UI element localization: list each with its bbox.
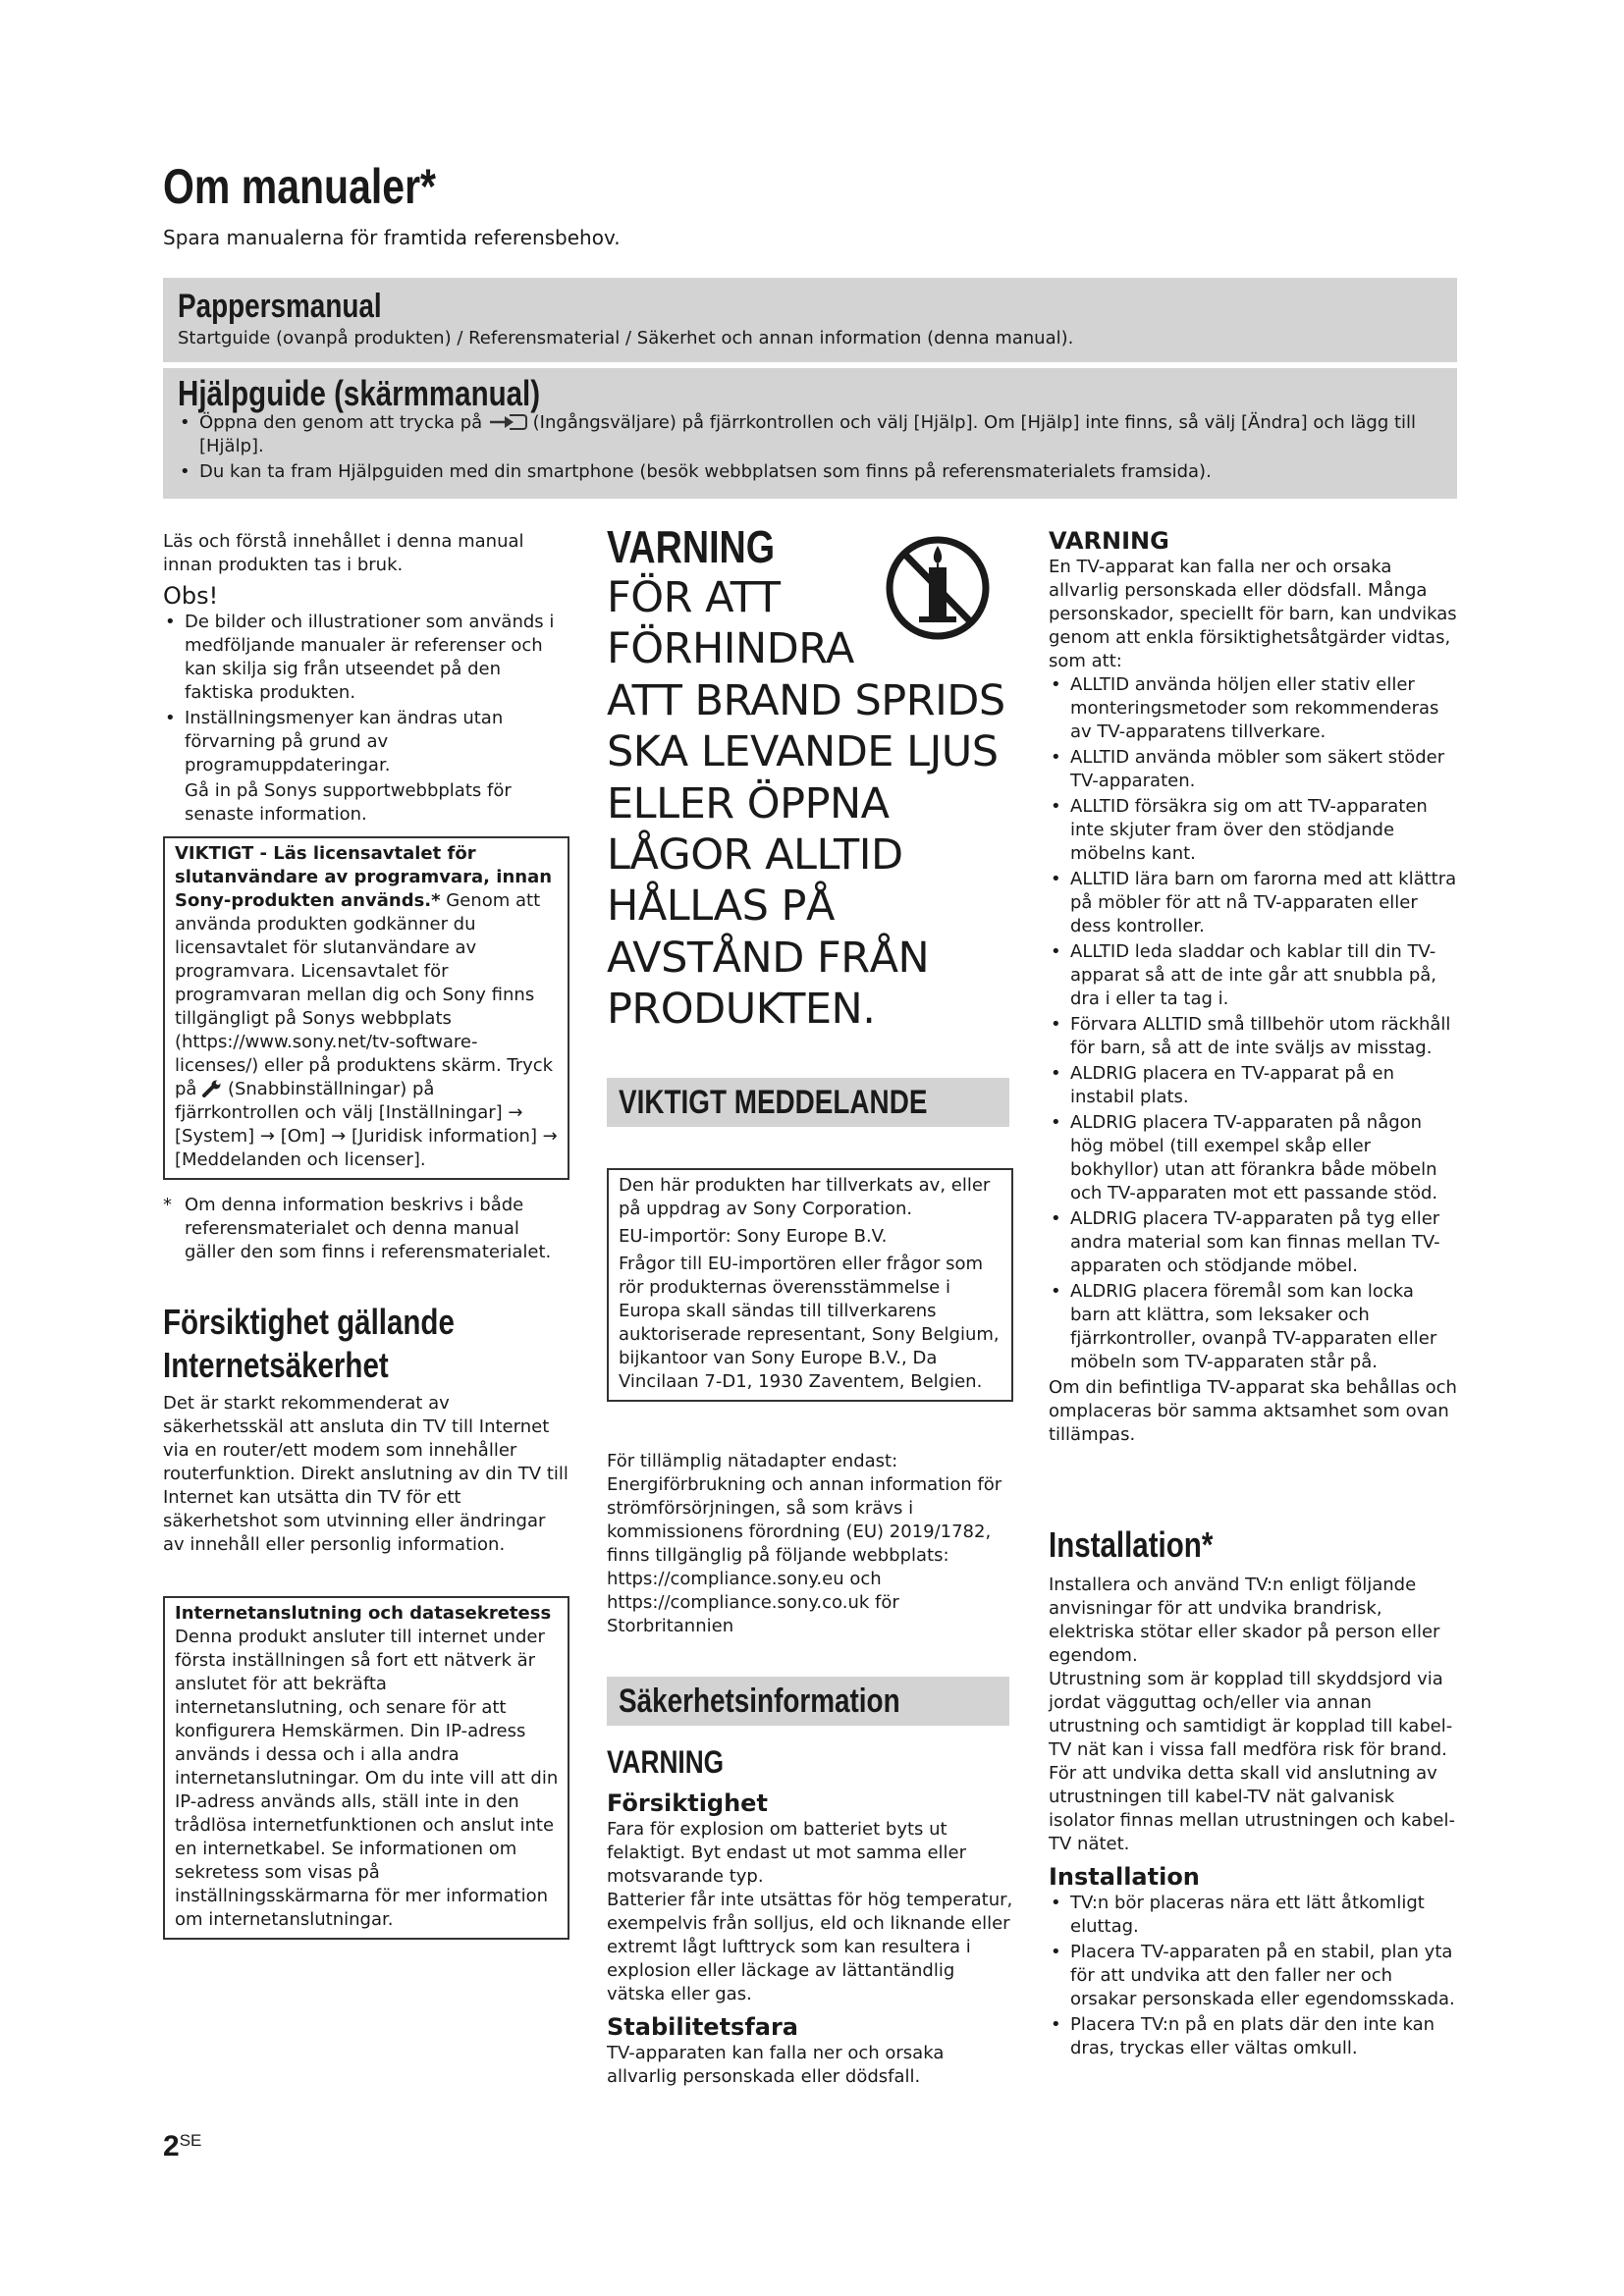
license-text-b: (Snabbinställningar) på fjärrkontrollen och välj [Inställningar] → [System] → [Om] → [Juridisk information] → [Meddelanden och licenser].	[175, 1079, 558, 1170]
list-item: • ALLTID använda möbler som säkert stöder TV-apparaten.	[1049, 746, 1459, 793]
installation-subheading: Installation	[1049, 1863, 1200, 1891]
installation-section	[1049, 1574, 1459, 2062]
privacy-box	[163, 1596, 569, 1940]
license-box	[163, 836, 569, 1180]
notice-box	[607, 1168, 1013, 1402]
adapter-text: För tillämplig nätadapter endast: Energiförbrukning och annan information för strömförsörjningen, så som krävs i kommissionens förordning (EU) 2019/1782, finns tillgänglig på följande webbplats: https://compliance.sony.eu och https://compliance.sony.co.uk för Storbritannien	[607, 1451, 1002, 1636]
paper-manual-text: Startguide (ovanpå produkten) / Referensmaterial / Säkerhet och annan information (denna manual).	[178, 328, 1074, 348]
safety-heading: Säkerhetsinformation	[619, 1682, 900, 1720]
license-heading: VIKTIGT - Läs licensavtalet för slutanvändare av programvara, innan Sony-produkten används.*	[175, 843, 553, 911]
notice-heading: VIKTIGT MEDDELANDE	[619, 1084, 928, 1121]
list-item: • ALDRIG placera föremål som kan locka barn att klättra, som leksaker och fjärrkontroller, ovanpå TV-apparaten eller möbeln som TV-apparaten står på.	[1049, 1280, 1459, 1374]
intro-text: Läs och förstå innehållet i denna manual innan produkten tas i bruk.	[163, 531, 524, 575]
fire-warning-text: FÖR ATT FÖRHINDRA ATT BRAND SPRIDS SKA LEVANDE LJUS ELLER ÖPPNA LÅGOR ALLTID HÅLLAS PÅ AVSTÅND FRÅN PRODUKTEN.	[607, 573, 1005, 1035]
fire-warning-heading: VARNING	[607, 521, 776, 572]
help-guide-section	[163, 368, 1457, 499]
obs-list	[163, 611, 569, 777]
tipping-warning-outro: Om din befintliga TV-apparat ska behållas och omplaceras bör samma aktsamhet som ovan tillämpas.	[1049, 1377, 1457, 1445]
caution-section	[607, 1789, 1013, 2089]
page-title: Om manualer*	[163, 159, 436, 214]
internet-safety-heading: Försiktighet gällande Internetsäkerhet	[163, 1302, 455, 1385]
notice-text-2: EU-importör: Sony Europe B.V.	[619, 1226, 888, 1247]
page-subtitle: Spara manualerna för framtida referensbehov.	[163, 226, 621, 249]
stability-heading: Stabilitetsfara	[607, 2013, 798, 2041]
right-column	[1049, 526, 1459, 1447]
notice-text-1: Den här produkten har tillverkats av, eller på uppdrag av Sony Corporation.	[619, 1175, 991, 1219]
page-number: 2SE	[163, 2130, 202, 2163]
list-item: • Placera TV-apparaten på en stabil, plan yta för att undvika att den faller ner och orsakar personskada eller egendomsskada.	[1049, 1941, 1459, 2011]
list-item: • ALLTID lära barn om farorna med att klättra på möbler för att nå TV-apparaten eller dess kontroller.	[1049, 868, 1459, 938]
caution-heading: Försiktighet	[607, 1789, 768, 1817]
list-item: • ALDRIG placera TV-apparaten på någon hög möbel (till exempel skåp eller bokhyllor) utan att förankra både möbeln och TV-apparaten mot ett passande stöd.	[1049, 1111, 1459, 1205]
list-item: • Placera TV:n på en plats där den inte kan dras, tryckas eller vältas omkull.	[1049, 2013, 1459, 2060]
tipping-warning-list	[1049, 673, 1459, 1374]
list-item: • Öppna den genom att trycka på (Ingångsväljare) på fjärrkontrollen och välj [Hjälp]. Om [Hjälp] inte finns, så välj [Ändra] och lägg till [Hjälp].	[178, 411, 1444, 458]
notice-text-3: Frågor till EU-importören eller frågor som rör produkternas överensstämmelse i Europa skall sändas till tillverkarens auktoriserade representant, Sony Belgium, bijkantoor van Sony Europe B.V., Da Vincilaan 7-D1, 1930 Zaventem, Belgien.	[619, 1254, 1000, 1392]
list-item: • Förvara ALLTID små tillbehör utom räckhåll för barn, så att de inte sväljs av misstag.	[1049, 1013, 1459, 1060]
wrench-icon	[202, 1080, 222, 1097]
safety-warning-heading: VARNING	[607, 1744, 725, 1780]
paper-manual-title: Pappersmanual	[178, 288, 382, 325]
list-item: • TV:n bör placeras nära ett lätt åtkomligt eluttag.	[1049, 1892, 1459, 1939]
list-item: • ALLTID leda sladdar och kablar till din TV-apparat så att de inte går att snubbla på, dra i eller ta tag i.	[1049, 940, 1459, 1011]
notice-heading-band	[607, 1078, 1009, 1127]
installation-text-1: Installera och använd TV:n enligt följande anvisningar för att undvika brandrisk, elektriska stötar eller skador på person eller egendom.	[1049, 1575, 1440, 1666]
list-item: • ALLTID använda höljen eller stativ eller monteringsmetoder som rekommenderas av TV-apparatens tillverkare.	[1049, 673, 1459, 744]
privacy-text: Denna produkt ansluter till internet under första inställningen så fort ett nätverk är anslutet för att bekräfta internetanslutning, och senare för att konfigurera Hemskärmen. Din IP-adress används i dessa och i alla andra internetanslutningar. Om du inte vill att din IP-adress används alls, ställ inte in den trådlösa internetfunktionen och anslut inte en internetkabel. Se informationen om sekretess som visas på inställningsskärmarna för mer information om internetanslutningar.	[175, 1627, 559, 1930]
help-guide-title: Hjälpguide (skärmmanual)	[178, 373, 541, 413]
list-item: • De bilder och illustrationer som används i medföljande manualer är referenser och kan skilja sig från utseendet på den faktiska produkten.	[163, 611, 569, 705]
installation-heading: Installation*	[1049, 1524, 1214, 1565]
license-text-a: Genom att använda produkten godkänner du licensavtalet för slutanvändare av programvara. Licensavtalet för programvaran mellan dig och Sony finns tillgängligt på Sonys webbplats (https://www.sony.net/tv-software-licenses/) eller på produktens skärm. Tryck på	[175, 890, 554, 1099]
stability-text: TV-apparaten kan falla ner och orsaka allvarlig personskada eller dödsfall.	[607, 2043, 945, 2087]
help-guide-list	[178, 411, 1444, 486]
privacy-heading: Internetanslutning och datasekretess	[175, 1603, 552, 1624]
footnote: * Om denna information beskrivs i både referensmaterialet och denna manual gäller den som finns i referensmaterialet.	[163, 1195, 552, 1262]
list-item: • ALLTID försäkra sig om att TV-apparaten inte skjuter fram över den stödjande möbelns kant.	[1049, 795, 1459, 866]
tipping-warning-intro: En TV-apparat kan falla ner och orsaka allvarlig personskada eller dödsfall. Många personskador, speciellt för barn, kan undvikas genom att enkla försiktighetsåtgärder vidtas, som att:	[1049, 557, 1457, 671]
installation-text-2: Utrustning som är kopplad till skyddsjord via jordat vägguttag och/eller via annan utrustning och samtidigt är kopplad till kabel-TV nät kan i vissa fall medföra risk för brand. För att undvika detta skall vid anslutning av utrustningen till kabel-TV nät galvanisk isolator finnas mellan utrustningen och kabel-TV nätet.	[1049, 1669, 1455, 1854]
internet-safety-text: Det är starkt rekommenderat av säkerhetsskäl att ansluta din TV till Internet via en router/ett modem som innehåller routerfunktion. Direkt anslutning av din TV till Internet kan utsätta din TV för ett säkerhetshot som utvinning eller ändringar av innehåll eller personlig information.	[163, 1393, 568, 1555]
obs-extra-text: Gå in på Sonys supportwebbplats för senaste information.	[185, 780, 512, 825]
caution-text-1: Fara för explosion om batteriet byts ut felaktigt. Byt endast ut mot samma eller motsvarande typ.	[607, 1819, 967, 1887]
obs-heading: Obs!	[163, 582, 219, 610]
input-selector-icon	[488, 411, 527, 433]
left-column	[163, 530, 569, 1264]
list-item: • ALDRIG placera en TV-apparat på en instabil plats.	[1049, 1062, 1459, 1109]
safety-heading-band	[607, 1677, 1009, 1726]
list-item: • ALDRIG placera TV-apparaten på tyg eller andra material som kan finnas mellan TV-apparaten och stödjande möbel.	[1049, 1207, 1459, 1278]
paper-manual-section	[163, 278, 1457, 362]
caution-text-2: Batterier får inte utsättas för hög temperatur, exempelvis från solljus, eld och liknande eller extremt lågt lufttryck som kan resultera i explosion eller läckage av lättantändlig vätska eller gas.	[607, 1890, 1013, 2004]
installation-list	[1049, 1892, 1459, 2060]
tipping-warning-heading: VARNING	[1049, 527, 1169, 555]
list-item: • Du kan ta fram Hjälpguiden med din smartphone (besök webbplatsen som finns på referensmaterialets framsida).	[178, 460, 1444, 484]
list-item: • Inställningsmenyer kan ändras utan förvarning på grund av programuppdateringar.	[163, 707, 569, 777]
